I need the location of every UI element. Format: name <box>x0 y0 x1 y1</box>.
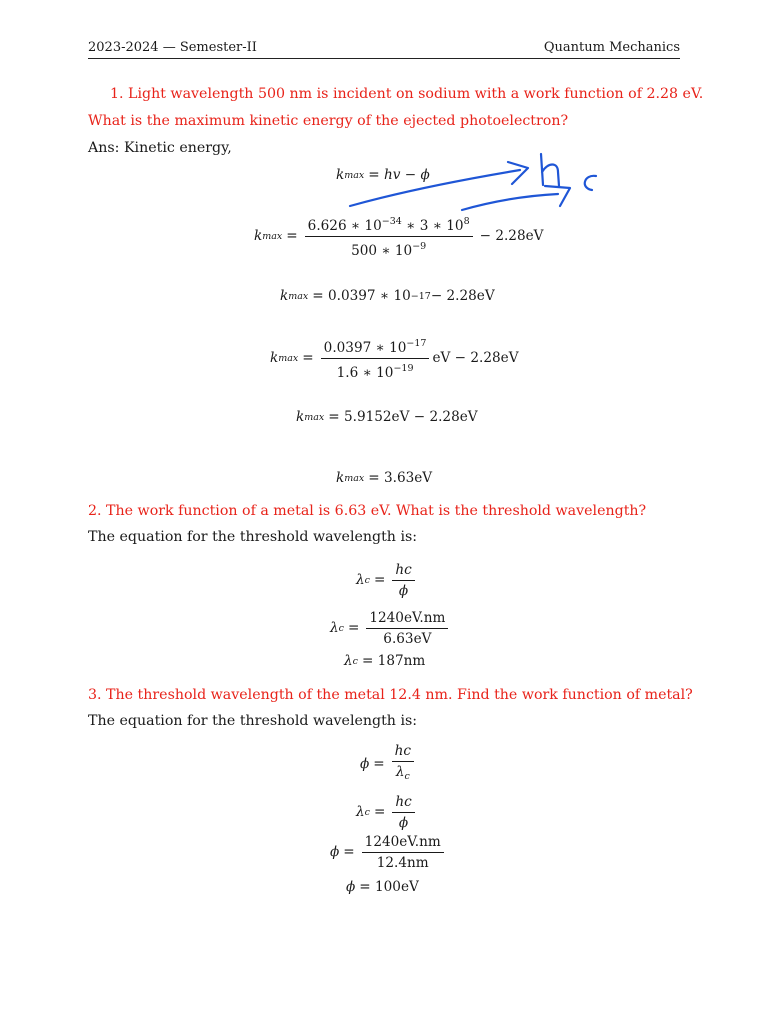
q2-equation-1: λ c = $\frac{hc}{\phi}$ <box>356 560 418 600</box>
q1-eq2-fraction: $\frac{6.626 ∗ 10^{-34} ∗ 3 ∗ 10^8}{500 ∗ 10^{-9}}$ <box>305 214 473 259</box>
ink-letter-h <box>541 154 559 186</box>
ink-stroke-lower <box>462 194 558 210</box>
q2-equation-2: λ c = $\frac{1240eV.nm}{6.63eV}$ <box>330 608 451 648</box>
q3-equation-3: ϕ = $\frac{1240eV.nm}{12.4nm}$ <box>330 832 447 872</box>
q3-intro: The equation for the threshold wavelength is: <box>88 713 418 729</box>
header-subject: Quantum Mechanics <box>543 40 680 55</box>
header-course-term: 2023-2024 — Semester-II <box>88 40 257 55</box>
q1-equation-3: k max = 0.0397 ∗ 10 −17 − 2.28eV <box>280 288 495 304</box>
ink-arrowhead-lower <box>545 186 570 206</box>
q1-equation-4: k max = $\frac{0.0397 ∗ 10^{-17}}{1.6 ∗ 10^{-19}}$ eV − 2.28eV <box>270 337 519 381</box>
q2-question: 2. The work function of a metal is 6.63 eV. What is the threshold wavelength? <box>88 503 647 519</box>
ink-arrowhead-upper <box>508 162 528 184</box>
q1-question-line2: What is the maximum kinetic energy of the ejected photoelectron? <box>88 113 569 129</box>
q1-eq4-fraction: $\frac{0.0397 ∗ 10^{-17}}{1.6 ∗ 10^{-19}}$ <box>321 336 430 381</box>
ink-letter-c <box>585 176 596 190</box>
q2-equation-3: λ c = 187nm <box>344 653 426 669</box>
q3-question: 3. The threshold wavelength of the metal 12.4 nm. Find the work function of metal? <box>88 687 693 703</box>
q3-equation-4: ϕ = 100eV <box>346 879 419 895</box>
q1-answer-intro: Ans: Kinetic energy, <box>88 140 232 156</box>
q1-equation-2: k max = $\frac{6.626 ∗ 10^{-34} ∗ 3 ∗ 10^8}{500 ∗ 10^{-9}}$ − 2.28eV <box>254 215 544 259</box>
q1-equation-6: k max = 3.63eV <box>336 470 433 486</box>
ink-stroke-upper <box>350 170 520 206</box>
q3-equation-2: λ c = $\frac{hc}{\phi}$ <box>356 792 418 832</box>
q1-equation-1: k max = hv − ϕ <box>336 167 430 183</box>
q2-intro: The equation for the threshold wavelength is: <box>88 529 418 545</box>
q1-equation-5: k max = 5.9152eV − 2.28eV <box>296 409 478 425</box>
q1-question-line1: 1. Light wavelength 500 nm is incident on sodium with a work function of 2.28 eV. <box>110 86 704 102</box>
q3-equation-1: ϕ = $\frac{hc}{\lambda_c}$ <box>360 744 417 784</box>
